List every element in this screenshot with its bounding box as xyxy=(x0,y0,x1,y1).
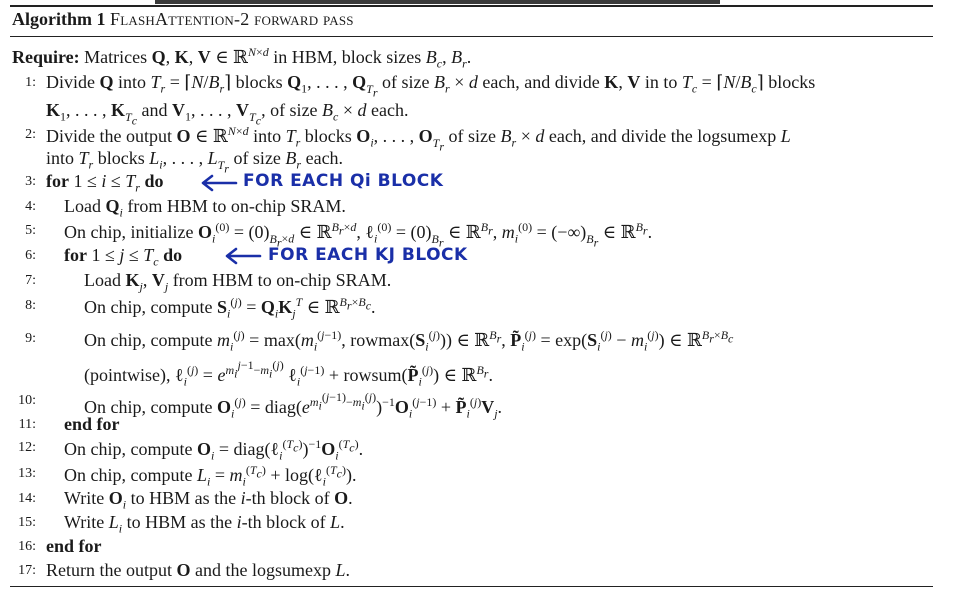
line-text: Load $Q_i$ from HBM to on-chip SRAM. xyxy=(64,196,346,220)
line-text: (pointwise), ℓ$_i^{(j)}$ = $e^{m_i^{j-1}-m_i^{(j)}}$ ℓ$_i^{(j-1)}$ + $rowsum(P̃_i^{(j)})$ ∈ ℝ$^{B_r}$. xyxy=(84,358,493,389)
line-number: 2: xyxy=(25,127,36,142)
line-number: 13: xyxy=(18,466,36,481)
line-text: Write $O_i$ to HBM as the i-th block of O. xyxy=(64,488,353,512)
bottom-rule xyxy=(10,586,933,587)
line-text: On chip, initialize $O_i^{(0)} = (0)_{B_r\times d}$ ∈ ℝ$^{B_r\times d}$, ℓ$_i^{(0)}$ = $(0)_{B_r}$ ∈ ℝ$^{B_r}$, $m_i^{(0)} = (-\infty)_{B_r}$ ∈ ℝ$^{B_r}$. xyxy=(64,220,653,249)
line-number: 14: xyxy=(18,491,36,506)
title-rule xyxy=(10,36,933,37)
line-text: end for xyxy=(46,536,102,556)
line-number: 11: xyxy=(18,417,36,432)
line-text: Write $L_i$ to HBM as the i-th block of L. xyxy=(64,512,345,536)
algorithm-title xyxy=(12,9,354,30)
annotation-arrow-icon xyxy=(224,247,262,265)
line-number: 7: xyxy=(25,273,36,288)
line-text: On chip, compute $O_i$ = $diag(\ell_i^{(T_c)})^{-1}O_i^{(T_c)}$. xyxy=(64,437,364,463)
top-rule xyxy=(10,5,933,7)
line-number: 9: xyxy=(25,331,36,346)
line-text: Divide Q into $T_r$ = $⌈N/B_r⌉$ blocks $Q_1$, . . . , $Q_{T_r}$ of size $B_r \times d$ each, and divide K, V in to $T_c$ = $⌈N/B_c⌉$ blocks xyxy=(46,72,816,99)
line-text: On chip, compute $O_i^{(j)}$ = $diag(e^{m_i^{(j-1)}-m_i^{(j)}})^{-1}O_i^{(j-1)}$ + $P̃_i^{(j)}V_j$. xyxy=(84,390,503,421)
annotation-for-each-qi: FOR EACH Qi BLOCK xyxy=(243,171,444,191)
line-number: 5: xyxy=(25,223,36,238)
annotation-for-each-kj: FOR EACH KJ BLOCK xyxy=(268,245,468,265)
line-number: 15: xyxy=(18,515,36,530)
line-text: into $T_r$ blocks $L_i$, . . . , $L_{T_r}$ of size $B_r$ each. xyxy=(46,148,344,175)
annotation-arrow-icon xyxy=(200,174,238,192)
line-text: $K_1$, . . . , $K_{T_c}$ and $V_1$, . . . , $V_{T_c}$, of size $B_c \times d$ each. xyxy=(46,100,409,127)
line-number: 4: xyxy=(25,199,36,214)
require-text: Matrices Q, K, V ∈ ℝ$^{N\times d}$ in HBM, block sizes $B_c$, $B_r$. xyxy=(84,45,472,71)
algorithm-label: Algorithm 1 xyxy=(12,9,106,29)
line-number: 8: xyxy=(25,298,36,313)
line-text: end for xyxy=(64,414,120,434)
line-number: 1: xyxy=(25,75,36,90)
line-number: 16: xyxy=(18,539,36,554)
line-text: On chip, compute $m_i^{(j)} = \max(m_i^{(j-1)}$, $rowmax(S_i^{(j)})$) ∈ ℝ$^{B_r}$, $P̃_i^{(j)} = \exp(S_i^{(j)} - m_i^{(j)})$ ∈ ℝ$^{B_r\times B_c}$ xyxy=(84,328,734,354)
line-text: On chip, compute $L_i = m_i^{(T_c)}$ + log(ℓ$_i^{(T_c)}$). xyxy=(64,463,357,489)
line-number: 12: xyxy=(18,440,36,455)
line-number: 10: xyxy=(18,393,36,408)
line-number: 6: xyxy=(25,248,36,263)
line-text: On chip, compute $S_i^{(j)} = Q_iK_j^T$ ∈ ℝ$^{B_r\times B_c}$. xyxy=(84,295,376,321)
line-text: Divide the output O ∈ ℝ$^{N\times d}$ into $T_r$ blocks $O_i$, . . . , $O_{T_r}$ of size $B_r \times d$ each, and divide the logsumexp L xyxy=(46,124,791,153)
line-text: for $1 \le j \le T_c$ do xyxy=(64,245,183,269)
line-number: 17: xyxy=(18,563,36,578)
top-scroll-bar xyxy=(155,0,720,4)
line-text: Load $K_j$, $V_j$ from HBM to on-chip SRAM. xyxy=(84,270,392,294)
line-text: for $1 \le i \le T_r$ do xyxy=(46,171,164,195)
require-label: Require: xyxy=(12,47,80,67)
line-text: Return the output O and the logsumexp L. xyxy=(46,560,350,580)
line-number: 3: xyxy=(25,174,36,189)
require-line xyxy=(12,45,471,72)
algorithm-name: FlashAttention-2 forward pass xyxy=(110,9,354,29)
